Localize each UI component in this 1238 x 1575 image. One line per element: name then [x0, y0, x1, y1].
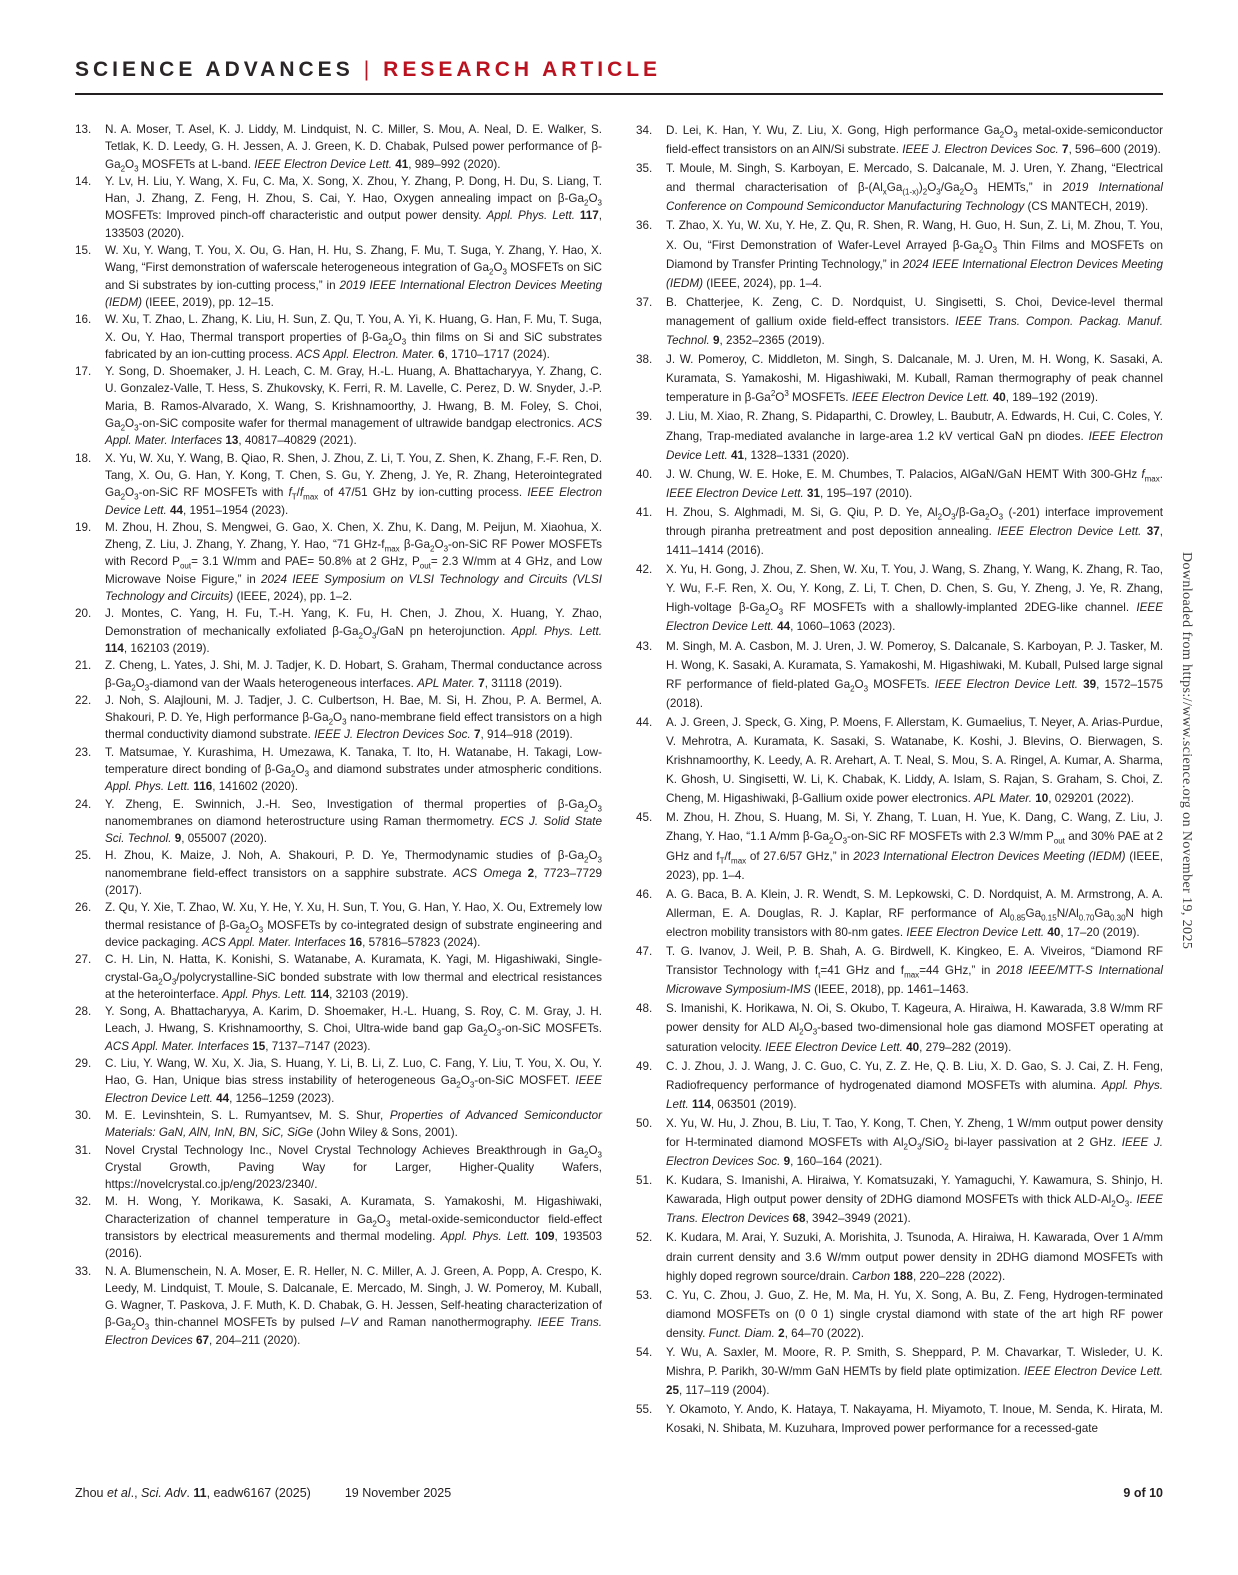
references-section — [75, 121, 1163, 1438]
reference-item — [636, 1343, 1163, 1400]
reference-item — [75, 519, 602, 605]
reference-number: 27. — [75, 953, 92, 967]
reference-item — [75, 450, 602, 519]
reference-number: 50. — [636, 1116, 653, 1130]
reference-number: 22. — [75, 693, 92, 707]
reference-item — [636, 942, 1163, 999]
reference-number: 39. — [636, 410, 653, 424]
reference-text: N. A. Moser, T. Asel, K. J. Liddy, M. Lindquist, N. C. Miller, S. Mou, A. Neal, D. E. Walker, S. Tetlak, K. D. Leedy, G. H. Jessen, A. J. Green, K. D. Chabak, Pulsed power performance of $\beta-Ga_2O_3$ MOSFETs at L-band. IEEE Electron Device Lett. 41, 989–992 (2020). — [105, 123, 602, 173]
references-right-column — [636, 121, 1163, 1438]
reference-item — [636, 407, 1163, 464]
reference-number: 46. — [636, 887, 653, 901]
reference-item — [75, 796, 602, 848]
header-divider: | — [363, 58, 374, 81]
reference-item — [636, 159, 1163, 216]
reference-number: 36. — [636, 219, 653, 233]
footer-citation: Zhou et al., Sci. Adv. 11, eadw6167 (2025) — [75, 1486, 311, 1500]
reference-item — [636, 999, 1163, 1056]
reference-number: 42. — [636, 563, 653, 577]
reference-number: 21. — [75, 659, 92, 673]
reference-number: 41. — [636, 505, 653, 519]
reference-item — [75, 363, 602, 449]
reference-item — [75, 847, 602, 899]
article-type-label: RESEARCH ARTICLE — [383, 58, 662, 81]
journal-brand: SCIENCE ADVANCES — [75, 58, 354, 81]
footer-date: 19 November 2025 — [344, 1486, 452, 1500]
header-rule — [75, 93, 1163, 95]
reference-number: 35. — [636, 162, 653, 176]
reference-item — [636, 293, 1163, 350]
reference-text: J. Montes, C. Yang, H. Fu, T.-H. Yang, K. Fu, H. Chen, J. Zhou, X. Huang, Y. Zhao, Demonstration of mechanically exfoliated $\beta-Ga_2O_3$/GaN pn heterojunction. Appl. Phys. Lett. 114, 162103 (2019). — [105, 607, 602, 655]
reference-number: 52. — [636, 1231, 653, 1245]
reference-number: 40. — [636, 467, 653, 481]
reference-item — [636, 121, 1163, 159]
reference-item — [75, 242, 602, 311]
reference-text: Y. Lv, H. Liu, Y. Wang, X. Fu, C. Ma, X. Song, X. Zhou, Y. Zhang, P. Dong, H. Du, S. Liang, T. Han, J. Zhang, Z. Feng, H. Zhou, S. Cai, Y. Hao, Oxygen annealing impact on $\beta-Ga_2O_3$ MOSFETs: Improved pinch-off characteristic and output power density. Appl. Phys. Lett. 117, 133503 (2020). — [105, 174, 603, 240]
reference-number: 16. — [75, 313, 92, 327]
reference-item — [636, 713, 1163, 808]
reference-text: T. Zhao, X. Yu, W. Xu, Y. He, Z. Qu, R. Shen, R. Wang, H. Guo, H. Sun, Z. Li, M. Zhou, T. You, X. Ou, “First Demonstration of Wafer-Level Arrayed $\beta-Ga_2O_3$ Thin Films and MOSFETs on Diamond by Transfer Printing Technology,” in 2024 IEEE International Electron Devices Meeting (IEDM) (IEEE, 2024), pp. 1–4. — [666, 219, 1163, 290]
reference-item — [636, 885, 1163, 942]
reference-item — [636, 1286, 1163, 1343]
reference-number: 51. — [636, 1174, 653, 1188]
footer-left — [75, 1486, 451, 1500]
reference-number: 33. — [75, 1264, 92, 1278]
reference-item — [75, 121, 602, 173]
reference-text: Z. Cheng, L. Yates, J. Shi, M. J. Tadjer, K. D. Hobart, S. Graham, Thermal conductance across $\beta-Ga_2O_3$-diamond van der Waals heterogeneous interfaces. APL Mater. 7, 31118 (2019). — [105, 659, 602, 692]
reference-item — [75, 1003, 602, 1055]
reference-number: 44. — [636, 715, 653, 729]
reference-text: W. Xu, Y. Wang, T. You, X. Ou, G. Han, H. Hu, S. Zhang, F. Mu, T. Suga, Y. Zhang, Y. Hao, X. Wang, “First demonstration of waferscale heterogeneous integration of $Ga_2O_3$ MOSFETs on SiC and Si substrates by ion-cutting process,” in 2019 IEEE International Electron Devices Meeting (IEDM) (IEEE, 2019), pp. 12–15. — [105, 244, 602, 309]
reference-item — [636, 465, 1163, 503]
reference-item — [75, 311, 602, 363]
reference-text: Novel Crystal Technology Inc., Novel Crystal Technology Achieves Breakthrough in $Ga_2O_3$ Crystal Growth, Paving Way for Larger, Higher-Quality Wafers, https://novelcrystal.co.jp/eng/2023/2340/. — [105, 1143, 602, 1192]
reference-item — [636, 1400, 1163, 1438]
reference-item — [75, 899, 602, 951]
reference-number: 15. — [75, 244, 92, 258]
reference-text: H. Zhou, S. Alghmadi, M. Si, G. Qiu, P. D. Ye, $Al_2O_3/\beta-Ga_2O_3$ (-201) interface improvement through piranha pretreatment and post deposition annealing. IEEE Electron Device Lett. 37, 1411–1414 (2016). — [666, 505, 1164, 558]
reference-text: T. G. Ivanov, J. Weil, P. B. Shah, A. G. Birdwell, K. Kingkeo, E. A. Viveiros, “Diamond RF Transistor Technology with $f_t=41$ GHz and $f_{max}=44$ GHz,” in 2018 IEEE/MTT-S International Microwave Symposium-IMS (IEEE, 2018), pp. 1461–1463. — [666, 945, 1163, 997]
reference-number: 17. — [75, 365, 92, 379]
reference-number: 43. — [636, 639, 653, 653]
reference-text: D. Lei, K. Han, Y. Wu, Z. Liu, X. Gong, High performance $Ga_2O_3$ metal-oxide-semiconductor field-effect transistors on an AlN/Si substrate. IEEE J. Electron Devices Soc. 7, 596–600 (2019). — [666, 124, 1163, 157]
reference-text: J. W. Chung, W. E. Hoke, E. M. Chumbes, T. Palacios, AlGaN/GaN HEMT With 300-GHz $f_{max}$. IEEE Electron Device Lett. 31, 195–197 (2010). — [666, 467, 1163, 500]
reference-text: H. Zhou, K. Maize, J. Noh, A. Shakouri, P. D. Ye, Thermodynamic studies of $\beta-Ga_2O_3$ nanomembrane field-effect transistors on a sapphire substrate. ACS Omega 2, 7723–7729 (2017). — [105, 849, 602, 898]
reference-item — [636, 503, 1163, 560]
page-header — [75, 58, 661, 82]
reference-number: 24. — [75, 797, 92, 811]
reference-item — [636, 808, 1163, 884]
download-watermark: Downloaded from https://www.science.org on November 19, 2025 — [1179, 552, 1194, 950]
reference-number: 55. — [636, 1403, 653, 1417]
reference-text: X. Yu, W. Xu, Y. Wang, B. Qiao, R. Shen, J. Zhou, Z. Li, T. You, Z. Shen, K. Zhang, F.-F. Ren, D. Tang, X. Ou, G. Han, Y. Kong, T. Chen, S. Gu, Y. Zheng, J. Ye, R. Zhang, Heterointegrated $Ga_2O_3-on$-SiC RF MOSFETs with $f_T/f_{max}$ of 47/51 GHz by ion-cutting process. IEEE Electron Device Lett. 44, 1951–1954 (2023). — [105, 451, 602, 517]
reference-item — [636, 350, 1163, 407]
reference-number: 26. — [75, 901, 92, 915]
reference-text: X. Yu, H. Gong, J. Zhou, Z. Shen, W. Xu, T. You, J. Wang, S. Zhang, Y. Wang, K. Zhang, R. Tao, Y. Wu, F.-F. Ren, X. Ou, Y. Kong, Z. Li, T. Chen, D. Chen, S. Gu, Y. Zheng, J. Ye, R. Zhang, High-voltage $\beta-Ga_2O_3$ RF MOSFETs with a shallowly-implanted 2DEG-like channel. IEEE Electron Device Lett. 44, 1060–1063 (2023). — [666, 563, 1163, 634]
reference-number: 47. — [636, 945, 653, 959]
reference-item — [636, 560, 1163, 636]
reference-item — [75, 605, 602, 657]
reference-item — [636, 1171, 1163, 1228]
reference-text: Y. Okamoto, Y. Ando, K. Hataya, T. Nakayama, H. Miyamoto, T. Inoue, M. Senda, K. Hirata, M. Kosaki, N. Shibata, M. Kuzuhara, Improved power performance for a recessed-gate — [666, 1403, 1163, 1436]
reference-item — [636, 1114, 1163, 1171]
reference-text: C. Yu, C. Zhou, J. Guo, Z. He, M. Ma, H. Yu, X. Song, A. Bu, Z. Feng, Hydrogen-terminated diamond MOSFETs on (0 0 1) single crystal diamond with state of the art high RF power density. Funct. Diam. 2, 64–70 (2022). — [666, 1288, 1163, 1340]
reference-number: 29. — [75, 1057, 92, 1071]
reference-text: B. Chatterjee, K. Zeng, C. D. Nordquist, U. Singisetti, S. Choi, Device-level thermal management of gallium oxide field-effect transistors. IEEE Trans. Compon. Packag. Manuf. Technol. 9, 2352–2365 (2019). — [666, 295, 1163, 348]
reference-text: W. Xu, T. Zhao, L. Zhang, K. Liu, H. Sun, Z. Qu, T. You, A. Yi, K. Huang, G. Han, F. Mu, T. Suga, X. Ou, Y. Hao, Thermal transport properties of $\beta-Ga_2O_3$ thin films on Si and SiC substrates fabricated by an ion-cutting process. ACS Appl. Electron. Mater. 6, 1710–1717 (2024). — [105, 313, 602, 361]
reference-item — [636, 216, 1163, 292]
reference-number: 37. — [636, 295, 653, 309]
reference-number: 18. — [75, 451, 92, 465]
reference-item — [75, 951, 602, 1003]
reference-text: T. Matsumae, Y. Kurashima, H. Umezawa, K. Tanaka, T. Ito, H. Watanabe, H. Takagi, Low-temperature direct bonding of $\beta-Ga_2O_3$ and diamond substrates under atmospheric conditions. Appl. Phys. Lett. 116, 141602 (2020). — [105, 745, 602, 794]
reference-number: 13. — [75, 123, 92, 136]
reference-item — [75, 1263, 602, 1349]
reference-text: Y. Song, A. Bhattacharyya, A. Karim, D. Shoemaker, H.-L. Huang, S. Roy, C. M. Gray, J. H. Leach, J. Hwang, S. Krishnamoorthy, S. Choi, Ultra-wide band gap $Ga_2O_3-on$-SiC MOSFETs. ACS Appl. Mater. Interfaces 15, 7137–7147 (2023). — [105, 1005, 603, 1053]
reference-text: T. Moule, M. Singh, S. Karboyan, E. Mercado, S. Dalcanale, M. J. Uren, Y. Zhang, “Electrical and thermal characterisation of $\beta-(Al_xGa_{(1-x)})_2O_3/Ga_2O_3$ HEMTs,” in 2019 International Conference on Compound Semiconductor Manufacturing Technology (CS MANTECH, 2019). — [666, 162, 1163, 214]
reference-text: X. Yu, W. Hu, J. Zhou, B. Liu, T. Tao, Y. Kong, T. Chen, Y. Zheng, 1 W/mm output power density for H-terminated diamond MOSFETs with $Al_2O_3/SiO_2$ bi-layer passivation at 2 GHz. IEEE J. Electron Devices Soc. 9, 160–164 (2021). — [666, 1116, 1163, 1169]
reference-text: S. Imanishi, K. Horikawa, N. Oi, S. Okubo, T. Kageura, A. Hiraiwa, H. Kawarada, 3.8 W/mm RF power density for ALD $Al_2O_3$-based two-dimensional hole gas diamond MOSFET operating at saturation velocity. IEEE Electron Device Lett. 40, 279–282 (2019). — [666, 1002, 1163, 1054]
reference-number: 45. — [636, 811, 653, 825]
footer-page-number: 9 of 10 — [1123, 1486, 1163, 1500]
reference-number: 38. — [636, 353, 653, 367]
references-left-column — [75, 121, 602, 1438]
reference-text: C. Liu, Y. Wang, W. Xu, X. Jia, S. Huang, Y. Li, B. Li, Z. Luo, C. Fang, Y. Liu, T. You, X. Ou, Y. Hao, G. Han, Unique bias stress instability of heterogeneous $Ga_2O_3-on$-SiC MOSFET. IEEE Electron Device Lett. 44, 1256–1259 (2023). — [105, 1057, 602, 1105]
reference-number: 48. — [636, 1002, 653, 1016]
reference-item — [75, 692, 602, 744]
reference-text: A. G. Baca, B. A. Klein, J. R. Wendt, S. M. Lepkowski, C. D. Nordquist, A. M. Armstrong, A. A. Allerman, E. A. Douglas, R. J. Kaplar, RF performance of $Al_{0.85}Ga_{0.15}N/Al_{0.70}Ga_{0.30}N$ high electron mobility transistors with 80-nm gates. IEEE Electron Device Lett. 40, 17–20 (2019). — [666, 887, 1163, 939]
reference-item — [636, 1057, 1163, 1114]
reference-number: 28. — [75, 1005, 92, 1019]
reference-text: Y. Zheng, E. Swinnich, J.-H. Seo, Investigation of thermal properties of $\beta-Ga_2O_3$ nanomembranes on diamond heterostructure using Raman thermometry. ECS J. Solid State Sci. Technol. 9, 055007 (2020). — [105, 797, 602, 846]
reference-text: K. Kudara, M. Arai, Y. Suzuki, A. Morishita, J. Tsunoda, A. Hiraiwa, H. Kawarada, Over 1 A/mm drain current density and 3.6 W/mm output power density in 2DHG diamond MOSFETs with highly doped regrown source/drain. Carbon 188, 220–228 (2022). — [666, 1231, 1163, 1283]
reference-item — [75, 1107, 602, 1142]
reference-item — [75, 1142, 602, 1194]
reference-text: M. Singh, M. A. Casbon, M. J. Uren, J. W. Pomeroy, S. Dalcanale, S. Karboyan, P. J. Tasker, M. H. Wong, K. Sasaki, A. Kuramata, S. Yamakoshi, M. Higashiwaki, M. Kuball, Pulsed large signal RF performance of field-plated $Ga_2O_3$ MOSFETs. IEEE Electron Device Lett. 39, 1572–1575 (2018). — [666, 639, 1163, 710]
reference-number: 31. — [75, 1143, 92, 1157]
reference-text: A. J. Green, J. Speck, G. Xing, P. Moens, F. Allerstam, K. Gumaelius, T. Neyer, A. Arias-Purdue, V. Mehrotra, A. Kuramata, K. Sasaki, S. Watanabe, K. Koshi, J. Blevins, O. Bierwagen, S. Krishnamoorthy, K. Leedy, A. R. Arehart, A. T. Neal, S. Mou, S. A. Ringel, A. Kumar, A. Sharma, K. Ghosh, U. Singisetti, W. Li, K. Chabak, K. Liddy, A. Islam, S. Rajan, S. Graham, S. Choi, Z. Cheng, M. Higashiwaki, β-Gallium oxide power electronics. APL Mater. 10, 029201 (2022). — [666, 715, 1163, 806]
reference-item — [636, 637, 1163, 713]
reference-text: Y. Song, D. Shoemaker, J. H. Leach, C. M. Gray, H.-L. Huang, A. Bhattacharyya, Y. Zhang, C. U. Gonzalez-Valle, T. Hess, S. Zhukovsky, K. Ferri, R. M. Lavelle, C. Perez, D. W. Snyder, J.-P. Maria, B. Ramos-Alvarado, X. Wang, S. Krishnamoorthy, J. Hwang, B. M. Foley, S. Choi, $Ga_2O_3-on$-SiC composite wafer for thermal management of ultrawide bandgap electronics. ACS Appl. Mater. Interfaces 13, 40817–40829 (2021). — [105, 365, 602, 448]
reference-text: J. Noh, S. Alajlouni, M. J. Tadjer, J. C. Culbertson, H. Bae, M. Si, H. Zhou, P. A. Bermel, A. Shakouri, P. D. Ye, High performance $\beta-Ga_2O_3$ nano-membrane field effect transistors on a high thermal conductivity diamond substrate. IEEE J. Electron Devices Soc. 7, 914–918 (2019). — [105, 693, 602, 742]
reference-number: 34. — [636, 124, 653, 137]
reference-text: N. A. Blumenschein, N. A. Moser, E. R. Heller, N. C. Miller, A. J. Green, A. Popp, A. Crespo, K. Leedy, M. Lindquist, T. Moule, S. Dalcanale, E. Mercado, M. Singh, J. W. Pomeroy, M. Kuball, G. Wagner, T. Paskova, J. F. Muth, K. D. Chabak, G. H. Jessen, Self-heating characterization of $\beta-Ga_2O_3$ thin-channel MOSFETs by pulsed I–V and Raman nanothermography. IEEE Trans. Electron Devices 67, 204–211 (2020). — [105, 1264, 603, 1347]
reference-text: C. J. Zhou, J. J. Wang, J. C. Guo, C. Yu, Z. Z. He, Q. B. Liu, X. D. Gao, S. J. Cai, Z. H. Feng, Radiofrequency performance of hydrogenated diamond MOSFETs with alumina. Appl. Phys. Lett. 114, 063501 (2019). — [666, 1059, 1163, 1111]
reference-text: J. W. Pomeroy, C. Middleton, M. Singh, S. Dalcanale, M. J. Uren, M. H. Wong, K. Sasaki, A. Kuramata, S. Yamakoshi, M. Higashiwaki, M. Kuball, Raman thermography of peak channel temperature in $\beta-Ga^2O^3$ MOSFETs. IEEE Electron Device Lett. 40, 189–192 (2019). — [666, 353, 1163, 405]
reference-number: 54. — [636, 1346, 653, 1359]
reference-number: 53. — [636, 1288, 653, 1302]
reference-item — [636, 1228, 1163, 1285]
reference-text: C. H. Lin, N. Hatta, K. Konishi, S. Watanabe, A. Kuramata, K. Yagi, M. Higashiwaki, Single-$crystal-Ga_2O_3/polycrystalline$-SiC bonded substrate with low thermal and electrical resistances at the heterointerface. Appl. Phys. Lett. 114, 32103 (2019). — [105, 953, 602, 1001]
page-footer — [75, 1486, 1163, 1500]
reference-number: 25. — [75, 849, 92, 863]
reference-text: M. H. Wong, Y. Morikawa, K. Sasaki, A. Kuramata, S. Yamakoshi, M. Higashiwaki, Characterization of channel temperature in $Ga_2O_3$ metal-oxide-semiconductor field-effect transistors by electrical measurements and thermal modeling. Appl. Phys. Lett. 109, 193503 (2016). — [105, 1195, 603, 1261]
reference-number: 30. — [75, 1108, 92, 1122]
reference-item — [75, 657, 602, 692]
reference-text: J. Liu, M. Xiao, R. Zhang, S. Pidaparthi, C. Drowley, L. Baubutr, A. Edwards, H. Cui, C. Coles, Y. Zhang, Trap-mediated avalanche in large-area 1.2 kV vertical GaN pn diodes. IEEE Electron Device Lett. 41, 1328–1331 (2020). — [666, 410, 1163, 462]
reference-item — [75, 744, 602, 796]
reference-number: 20. — [75, 607, 92, 621]
reference-text: K. Kudara, S. Imanishi, A. Hiraiwa, Y. Komatsuzaki, Y. Yamaguchi, Y. Kawamura, S. Shinjo, H. Kawarada, High output power density of 2DHG diamond MOSFETs with thick ALD-$Al_2O_3$. IEEE Trans. Electron Devices 68, 3942–3949 (2021). — [666, 1174, 1163, 1226]
reference-text: Y. Wu, A. Saxler, M. Moore, R. P. Smith, S. Sheppard, P. M. Chavarkar, T. Wisleder, U. K. Mishra, P. Parikh, 30-W/mm GaN HEMTs by field plate optimization. IEEE Electron Device Lett. 25, 117–119 (2004). — [666, 1346, 1163, 1398]
reference-text: M. Zhou, H. Zhou, S. Huang, M. Si, Y. Zhang, T. Luan, H. Yue, K. Dang, C. Wang, Z. Liu, J. Zhang, Y. Hao, “1.1 A/mm $\beta-Ga_2O_3-on$-SiC RF MOSFETs with 2.3 W/mm $P_{out}$ and 30% PAE at 2 GHz and $f_T/f_{max}$ of 27.6/57 GHz,” in 2023 International Electron Devices Meeting (IEDM) (IEEE, 2023), pp. 1–4. — [666, 811, 1163, 882]
reference-number: 49. — [636, 1059, 653, 1073]
reference-text: M. Zhou, H. Zhou, S. Mengwei, G. Gao, X. Chen, X. Zhu, K. Dang, M. Peijun, M. Xiaohua, X. Zheng, Z. Liu, J. Zhang, Y. Zhang, Y. Hao, “71 GHz-$f_{max}$ $\beta-Ga_2O_3-on$-SiC RF Power MOSFETs with Record $P_{out}= 3.1$ W/mm and PAE= 50.8% at 2 GHz, $P_{out}= 2.3$ W/mm at 4 GHz, and Low Microwave Noise Figure,” in 2024 IEEE Symposium on VLSI Technology and Circuits (VLSI Technology and Circuits) (IEEE, 2024), pp. 1–2. — [105, 520, 602, 604]
reference-item — [75, 173, 602, 242]
reference-number: 23. — [75, 745, 92, 759]
reference-text: Z. Qu, Y. Xie, T. Zhao, W. Xu, Y. He, Y. Xu, H. Sun, T. You, G. Han, Y. Hao, X. Ou, Extremely low thermal resistance of $\beta-Ga_2O_3$ MOSFETs by co-integrated design of substrate engineering and device packaging. ACS Appl. Mater. Interfaces 16, 57816–57823 (2024). — [105, 901, 602, 949]
reference-item — [75, 1055, 602, 1107]
reference-number: 32. — [75, 1195, 92, 1209]
reference-item — [75, 1193, 602, 1262]
reference-text: M. E. Levinshtein, S. L. Rumyantsev, M. S. Shur, Properties of Advanced Semiconductor Materials: GaN, AlN, InN, BN, SiC, SiGe (John Wiley & Sons, 2001). — [105, 1108, 602, 1140]
reference-number: 19. — [75, 520, 92, 534]
reference-number: 14. — [75, 174, 92, 188]
